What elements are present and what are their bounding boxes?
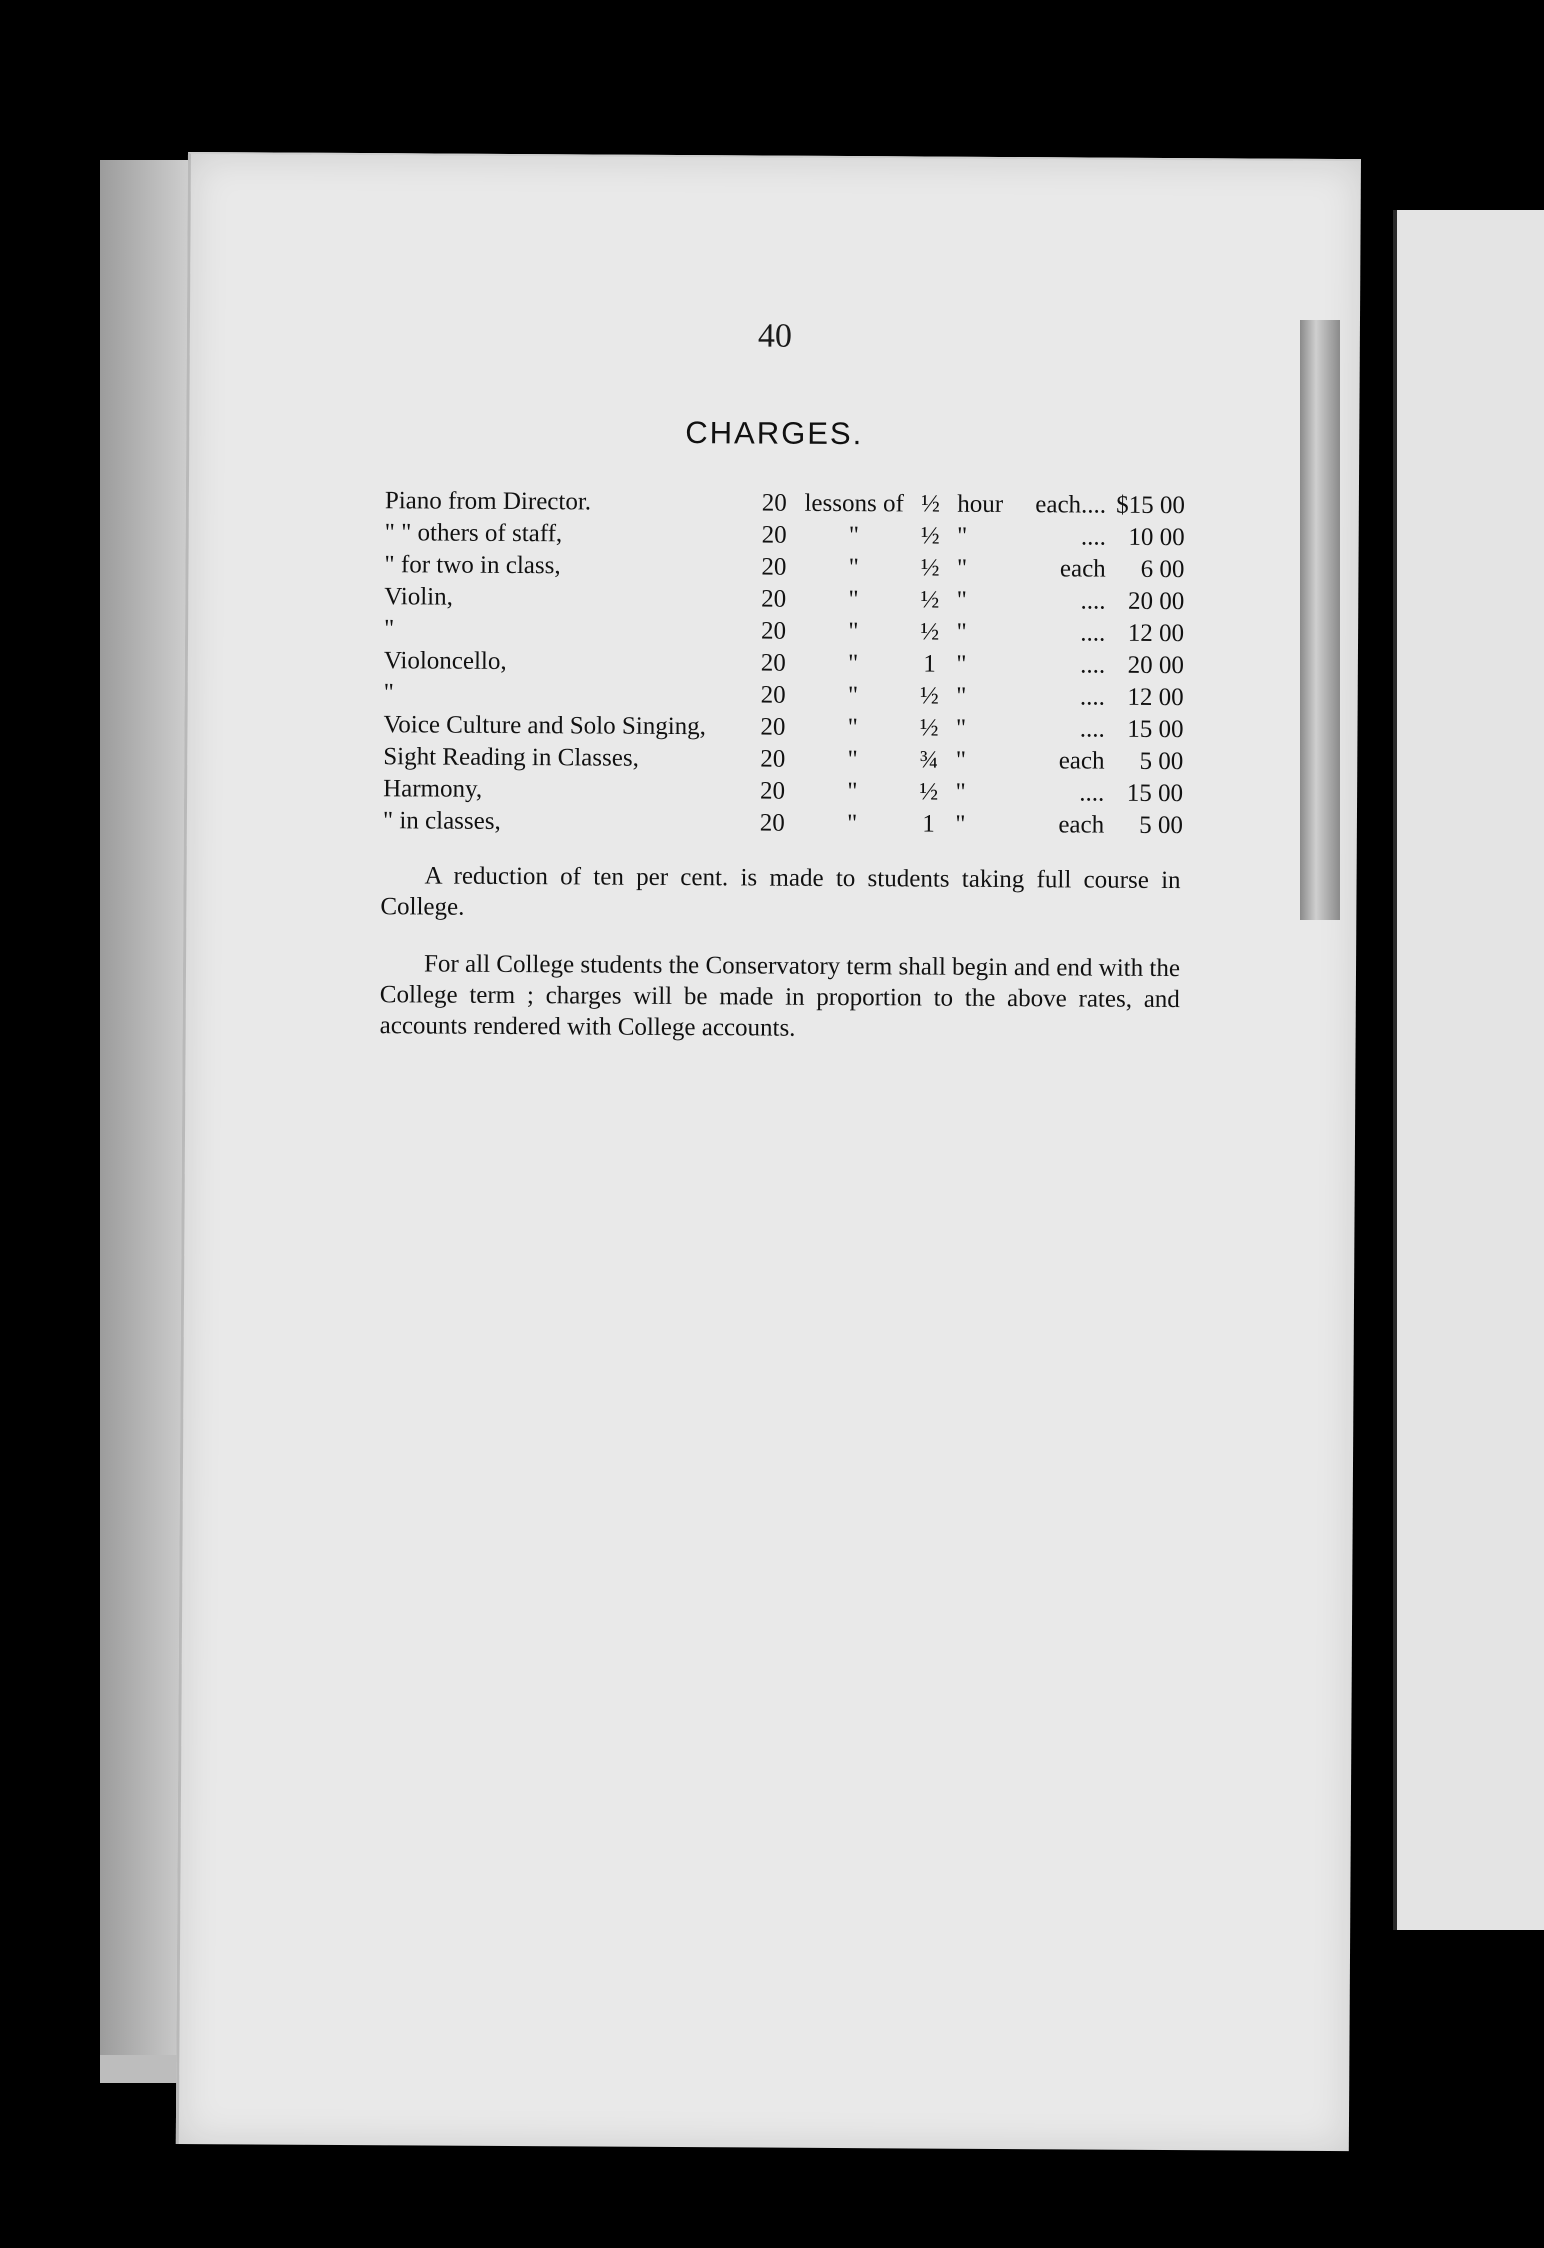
lessons-cell: " — [848, 554, 859, 582]
subject-cell: Violoncello, — [383, 647, 507, 675]
page-number: 40 — [757, 317, 792, 355]
table-row — [383, 709, 1183, 746]
each-cell: .... — [1080, 587, 1106, 615]
table-row — [384, 581, 1184, 618]
price-cell: 12 00 — [1127, 683, 1184, 712]
count-cell: 20 — [761, 521, 787, 549]
price-cell: 5 00 — [1139, 811, 1183, 840]
subject-cell: " — [384, 615, 395, 643]
subject-cell: Sight Reading in Classes, — [383, 743, 639, 772]
length-cell: ½ — [921, 490, 941, 518]
lessons-cell: " — [847, 810, 858, 838]
count-cell: 20 — [760, 713, 786, 741]
table-row — [383, 805, 1183, 842]
charges-table-body — [383, 485, 1185, 842]
lessons-cell: " — [847, 746, 858, 774]
hour-cell: " — [956, 586, 968, 614]
subject-cell: Voice Culture and Solo Singing, — [383, 711, 707, 741]
count-cell: 20 — [760, 681, 786, 709]
facing-page-edge — [1393, 210, 1544, 1930]
hour-cell: " — [956, 554, 968, 582]
price-cell: 15 00 — [1126, 779, 1184, 808]
table-row — [383, 741, 1183, 778]
price-cell: 12 00 — [1127, 619, 1185, 648]
price-cell: 6 00 — [1140, 555, 1185, 584]
length-cell: ½ — [920, 618, 940, 646]
lessons-cell: lessons of — [804, 489, 904, 518]
lessons-cell: " — [848, 586, 859, 614]
lessons-cell: " — [847, 778, 858, 806]
length-cell: ¾ — [919, 746, 939, 774]
hour-cell: " — [955, 778, 966, 806]
length-cell: ½ — [920, 554, 940, 582]
lessons-cell: " — [847, 682, 859, 710]
page-tab-strip — [1300, 320, 1340, 920]
hour-cell: " — [956, 618, 967, 646]
length-cell: 1 — [922, 810, 935, 838]
document-page — [176, 152, 1361, 2151]
count-cell: 20 — [761, 489, 787, 517]
table-row — [384, 677, 1184, 714]
hour-cell: hour — [957, 490, 1004, 518]
count-cell: 20 — [759, 777, 786, 805]
hour-cell: " — [955, 746, 967, 774]
price-cell: 20 00 — [1127, 587, 1185, 616]
college-term-paragraph: For all College students the Conservatory term shall begin and end with the College term ; charges will be made in proportion to the above rates, and accounts rendered with College accounts. — [379, 950, 1181, 1042]
each-cell: .... — [1079, 683, 1106, 711]
each-cell: .... — [1080, 523, 1106, 551]
count-cell: 20 — [760, 745, 786, 773]
each-cell: each.... — [1035, 491, 1107, 519]
lessons-cell: " — [847, 650, 859, 678]
each-cell: each — [1058, 811, 1105, 839]
hour-cell: " — [955, 714, 967, 742]
length-cell: ½ — [919, 682, 939, 710]
subject-cell: " — [383, 679, 395, 707]
lessons-cell: " — [848, 522, 860, 550]
subject-cell: " for two in class, — [384, 551, 561, 580]
subject-cell: " in classes, — [382, 807, 501, 835]
each-cell: .... — [1079, 715, 1105, 743]
length-cell: ½ — [920, 586, 940, 614]
count-cell: 20 — [760, 617, 787, 645]
price-cell: 15 00 — [1127, 715, 1184, 744]
table-row — [385, 485, 1185, 522]
table-row — [384, 645, 1184, 682]
table-row — [384, 613, 1184, 650]
lessons-cell: " — [847, 714, 858, 742]
length-cell: 1 — [923, 650, 936, 678]
count-cell: 20 — [761, 553, 787, 581]
charges-table — [383, 485, 1185, 842]
price-cell: $15 00 — [1116, 491, 1185, 520]
subject-cell: Violin, — [384, 583, 454, 611]
subject-cell: Piano from Director. — [384, 487, 592, 516]
table-row — [384, 549, 1184, 586]
table-row — [385, 517, 1185, 554]
each-cell: each — [1058, 747, 1105, 775]
hour-cell: " — [955, 810, 966, 838]
length-cell: ½ — [920, 522, 940, 550]
lessons-cell: " — [848, 618, 859, 646]
hour-cell: " — [957, 522, 968, 550]
hour-cell: " — [956, 682, 967, 710]
each-cell: each — [1059, 555, 1106, 583]
count-cell: 20 — [759, 809, 785, 837]
price-cell: 5 00 — [1139, 747, 1184, 776]
subject-cell: " " others of staff, — [384, 519, 563, 548]
subject-cell: Harmony, — [383, 775, 483, 803]
price-cell: 20 00 — [1127, 651, 1184, 680]
length-cell: ½ — [919, 714, 939, 742]
count-cell: 20 — [761, 585, 787, 613]
each-cell: .... — [1080, 651, 1106, 679]
each-cell: .... — [1080, 619, 1106, 647]
table-row — [383, 773, 1183, 810]
price-cell: 10 00 — [1128, 523, 1185, 552]
hour-cell: " — [956, 650, 967, 678]
reduction-paragraph: A reduction of ten per cent. is made to students taking full course in College. — [380, 862, 1181, 921]
length-cell: ½ — [919, 778, 939, 806]
count-cell: 20 — [760, 649, 786, 677]
section-heading: CHARGES. — [685, 415, 864, 452]
each-cell: .... — [1079, 779, 1105, 807]
